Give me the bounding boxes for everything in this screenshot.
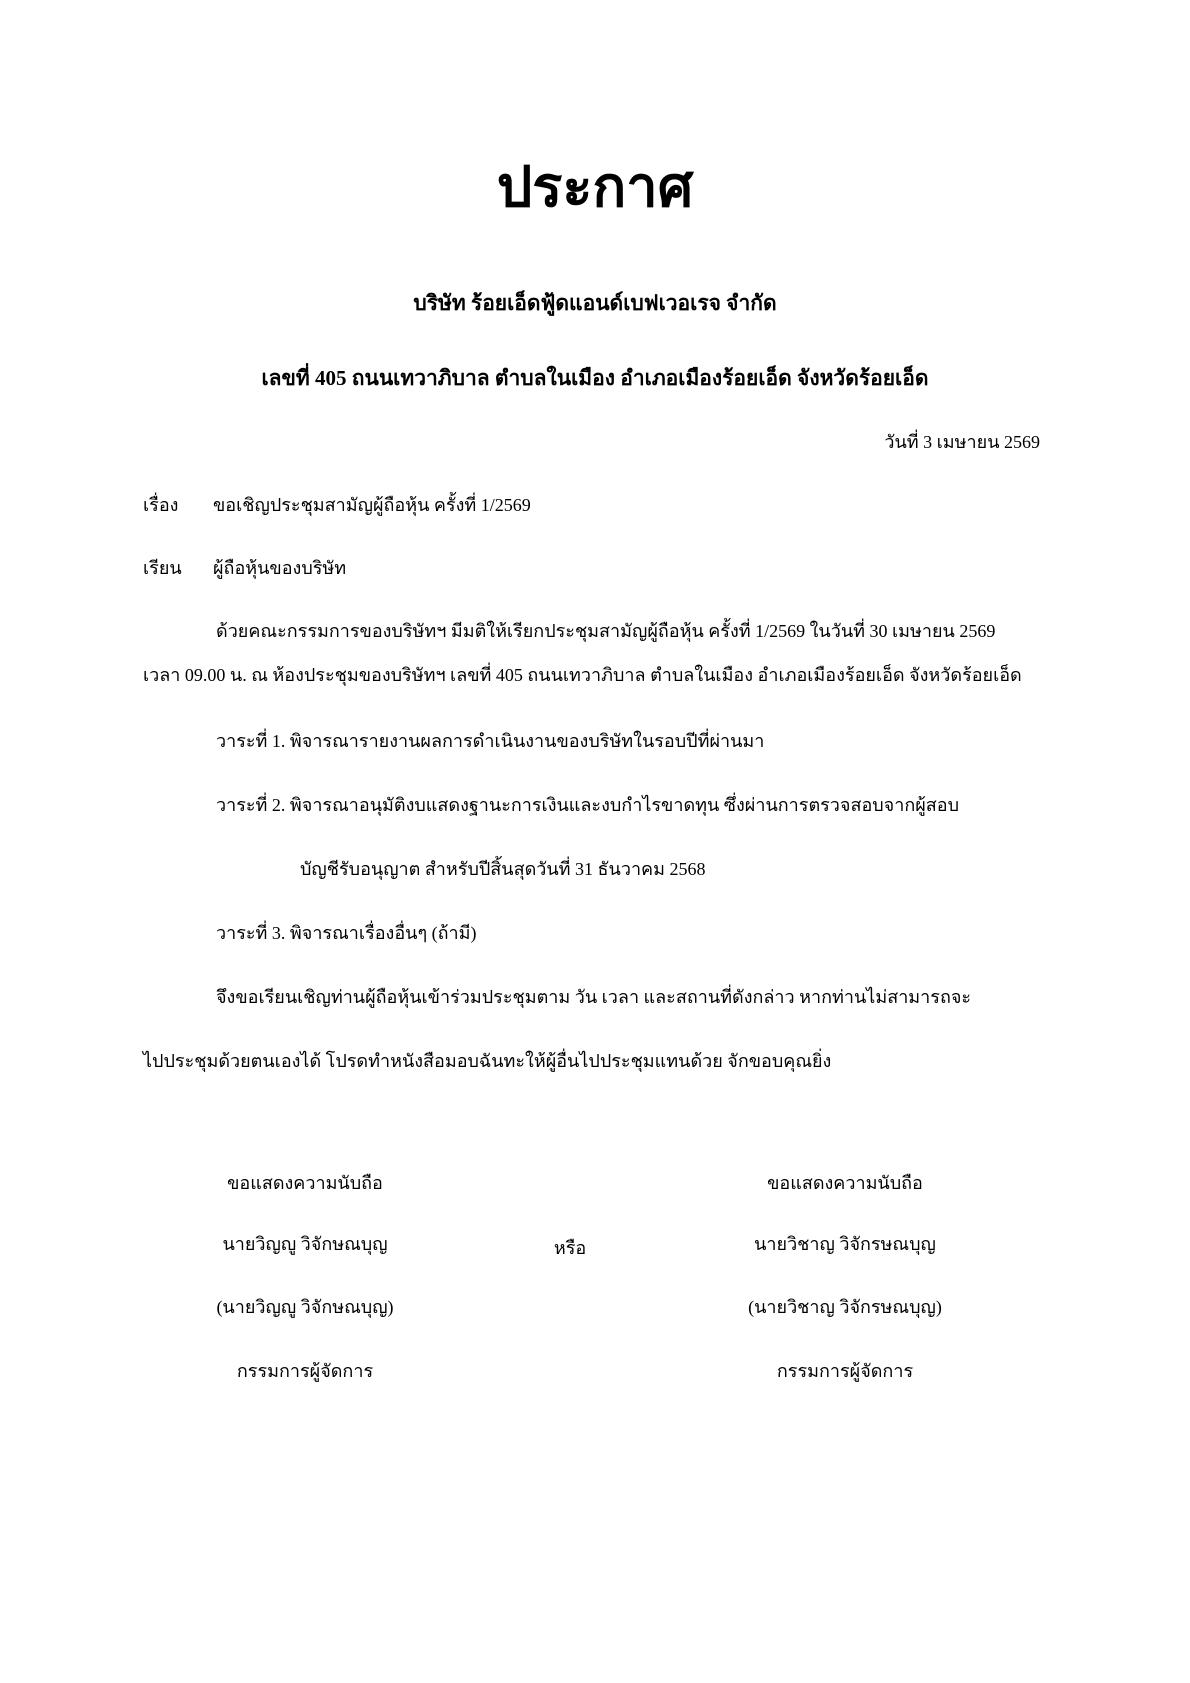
agenda-item-2-continued: บัญชีรับอนุญาต สำหรับปีสิ้นสุดวันที่ 31 ธันวาคม 2568 [300,859,706,879]
recipient-text: ผู้ถือหุ้นของบริษัท [213,558,347,578]
closing-line-2: ไปประชุมด้วยตนเองได้ โปรดทำหนังสือมอบฉันทะให้ผู้อื่นไปประชุมแทนด้วย จักขอบคุณยิ่ง [143,1051,832,1071]
company-address: เลขที่ 405 ถนนเทวาภิบาล ตำบลในเมือง อำเภอเมืองร้อยเอ็ด จังหวัดร้อยเอ็ด [261,366,929,390]
document-date: วันที่ 3 เมษายน 2569 [884,432,1040,452]
left-signature-name-paren: (นายวิญญู วิจักษณบุญ) [216,1297,394,1317]
agenda-item-2: วาระที่ 2. พิจารณาอนุมัติงบแสดงฐานะการเงินและงบกำไรขาดทุน ซึ่งผ่านการตรวจสอบจากผู้สอบ [216,795,960,815]
recipient-label: เรียน [143,558,182,578]
right-signature-regards: ขอแสดงความนับถือ [767,1173,923,1193]
page-title: ประกาศ [496,157,694,219]
subject-label: เรื่อง [143,495,179,515]
agenda-item-3: วาระที่ 3. พิจารณาเรื่องอื่นๆ (ถ้ามี) [216,923,477,943]
body-paragraph-line-2: เวลา 09.00 น. ณ ห้องประชุมของบริษัทฯ เลขที่ 405 ถนนเทวาภิบาล ตำบลในเมือง อำเภอเมืองร้อยเอ็ด จังหวัดร้อยเอ็ด [143,665,1022,685]
company-name: บริษัท ร้อยเอ็ดฟู้ดแอนด์เบฟเวอเรจ จำกัด [413,291,777,315]
recipient-line [143,557,346,580]
or-separator: หรือ [553,1238,587,1258]
right-signature-name-paren: (นายวิชาญ วิจักรษณบุญ) [748,1297,942,1317]
subject-text: ขอเชิญประชุมสามัญผู้ถือหุ้น ครั้งที่ 1/2569 [213,495,531,515]
left-signature-regards: ขอแสดงความนับถือ [227,1173,383,1193]
agenda-item-1: วาระที่ 1. พิจารณารายงานผลการดำเนินงานของบริษัทในรอบปีที่ผ่านมา [216,731,765,751]
left-signature-position: กรรมการผู้จัดการ [236,1361,374,1381]
subject-line [143,494,531,517]
body-paragraph-line-1: ด้วยคณะกรรมการของบริษัทฯ มีมติให้เรียกประชุมสามัญผู้ถือหุ้น ครั้งที่ 1/2569 ในวันที่ 30 เมษายน 2569 [216,621,996,641]
left-signature-name: นายวิญญู วิจักษณบุญ [222,1234,388,1254]
right-signature-name: นายวิชาญ วิจักรษณบุญ [754,1234,936,1254]
closing-line-1: จึงขอเรียนเชิญท่านผู้ถือหุ้นเข้าร่วมประชุมตาม วัน เวลา และสถานที่ดังกล่าว หากท่านไม่สามารถจะ [216,987,972,1007]
right-signature-position: กรรมการผู้จัดการ [776,1361,914,1381]
